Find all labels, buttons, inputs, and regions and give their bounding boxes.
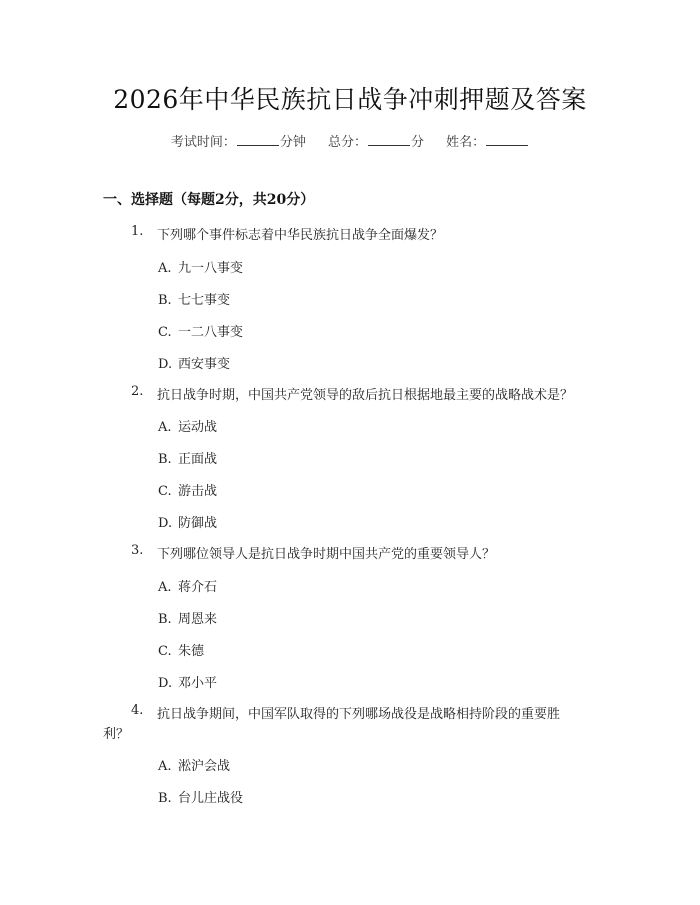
question-number: 1. xyxy=(131,224,144,239)
option-2c xyxy=(158,480,217,499)
question-text: 下列哪位领导人是抗日战争时期中国共产党的重要领导人？ xyxy=(157,547,496,562)
score-unit: 分 xyxy=(411,135,425,150)
option-letter: C. xyxy=(158,644,172,659)
option-3d xyxy=(158,672,217,691)
option-letter: B. xyxy=(158,791,172,806)
option-letter: D. xyxy=(158,357,173,372)
option-text: 防御战 xyxy=(178,516,218,531)
question-text-continuation: 利？ xyxy=(103,727,130,742)
option-1c xyxy=(158,321,243,340)
option-text: 九一八事变 xyxy=(178,261,244,276)
option-letter: B. xyxy=(158,452,172,467)
option-2a xyxy=(158,416,217,435)
question-text: 抗日战争期间，中国军队取得的下列哪场战役是战略相持阶段的重要胜 xyxy=(157,707,561,722)
question-number: 2. xyxy=(131,384,144,399)
option-text: 一二八事变 xyxy=(178,325,244,340)
option-text: 七七事变 xyxy=(178,293,231,308)
time-label: 考试时间： xyxy=(170,135,236,150)
option-letter: B. xyxy=(158,612,172,627)
option-text: 运动战 xyxy=(178,420,218,435)
question-text: 下列哪个事件标志着中华民族抗日战争全面爆发？ xyxy=(157,228,444,243)
option-letter: A. xyxy=(158,580,172,595)
option-letter: D. xyxy=(158,516,173,531)
option-letter: A. xyxy=(158,420,172,435)
option-text: 正面战 xyxy=(178,452,218,467)
question-text: 抗日战争时期，中国共产党领导的敌后抗日根据地最主要的战略战术是？ xyxy=(157,388,574,403)
option-3c xyxy=(158,640,204,659)
score-blank xyxy=(368,133,410,146)
option-letter: B. xyxy=(158,293,172,308)
option-2b xyxy=(158,448,217,467)
option-letter: A. xyxy=(158,759,172,774)
page-title: 2026年中华民族抗日战争冲刺押题及答案 xyxy=(113,85,587,114)
name-label: 姓名： xyxy=(446,135,486,150)
question-number: 3. xyxy=(131,543,144,558)
name-field xyxy=(446,131,529,150)
time-field xyxy=(171,131,306,150)
exam-meta xyxy=(0,131,700,150)
option-text: 西安事变 xyxy=(178,357,231,372)
option-1a xyxy=(158,257,243,276)
option-text: 周恩来 xyxy=(178,612,218,627)
option-text: 游击战 xyxy=(178,484,218,499)
option-2d xyxy=(158,512,217,531)
option-letter: C. xyxy=(158,484,172,499)
option-text: 台儿庄战役 xyxy=(178,791,244,806)
option-letter: A. xyxy=(158,261,172,276)
option-4a xyxy=(158,755,230,774)
score-label: 总分： xyxy=(327,135,367,150)
option-3b xyxy=(158,608,217,627)
score-field xyxy=(328,131,424,150)
option-4b xyxy=(158,787,243,806)
option-text: 邓小平 xyxy=(178,676,218,691)
name-blank xyxy=(486,133,528,146)
option-letter: D. xyxy=(158,676,173,691)
time-blank xyxy=(237,133,279,146)
section-title: 一、选择题（每题2分，共20分） xyxy=(103,192,315,208)
question-number: 4. xyxy=(131,703,144,718)
option-3a xyxy=(158,576,217,595)
option-1d xyxy=(158,353,230,372)
option-letter: C. xyxy=(158,325,172,340)
option-text: 朱德 xyxy=(178,644,205,659)
time-unit: 分钟 xyxy=(279,135,306,150)
option-1b xyxy=(158,289,230,308)
option-text: 淞沪会战 xyxy=(178,759,231,774)
option-text: 蒋介石 xyxy=(178,580,218,595)
